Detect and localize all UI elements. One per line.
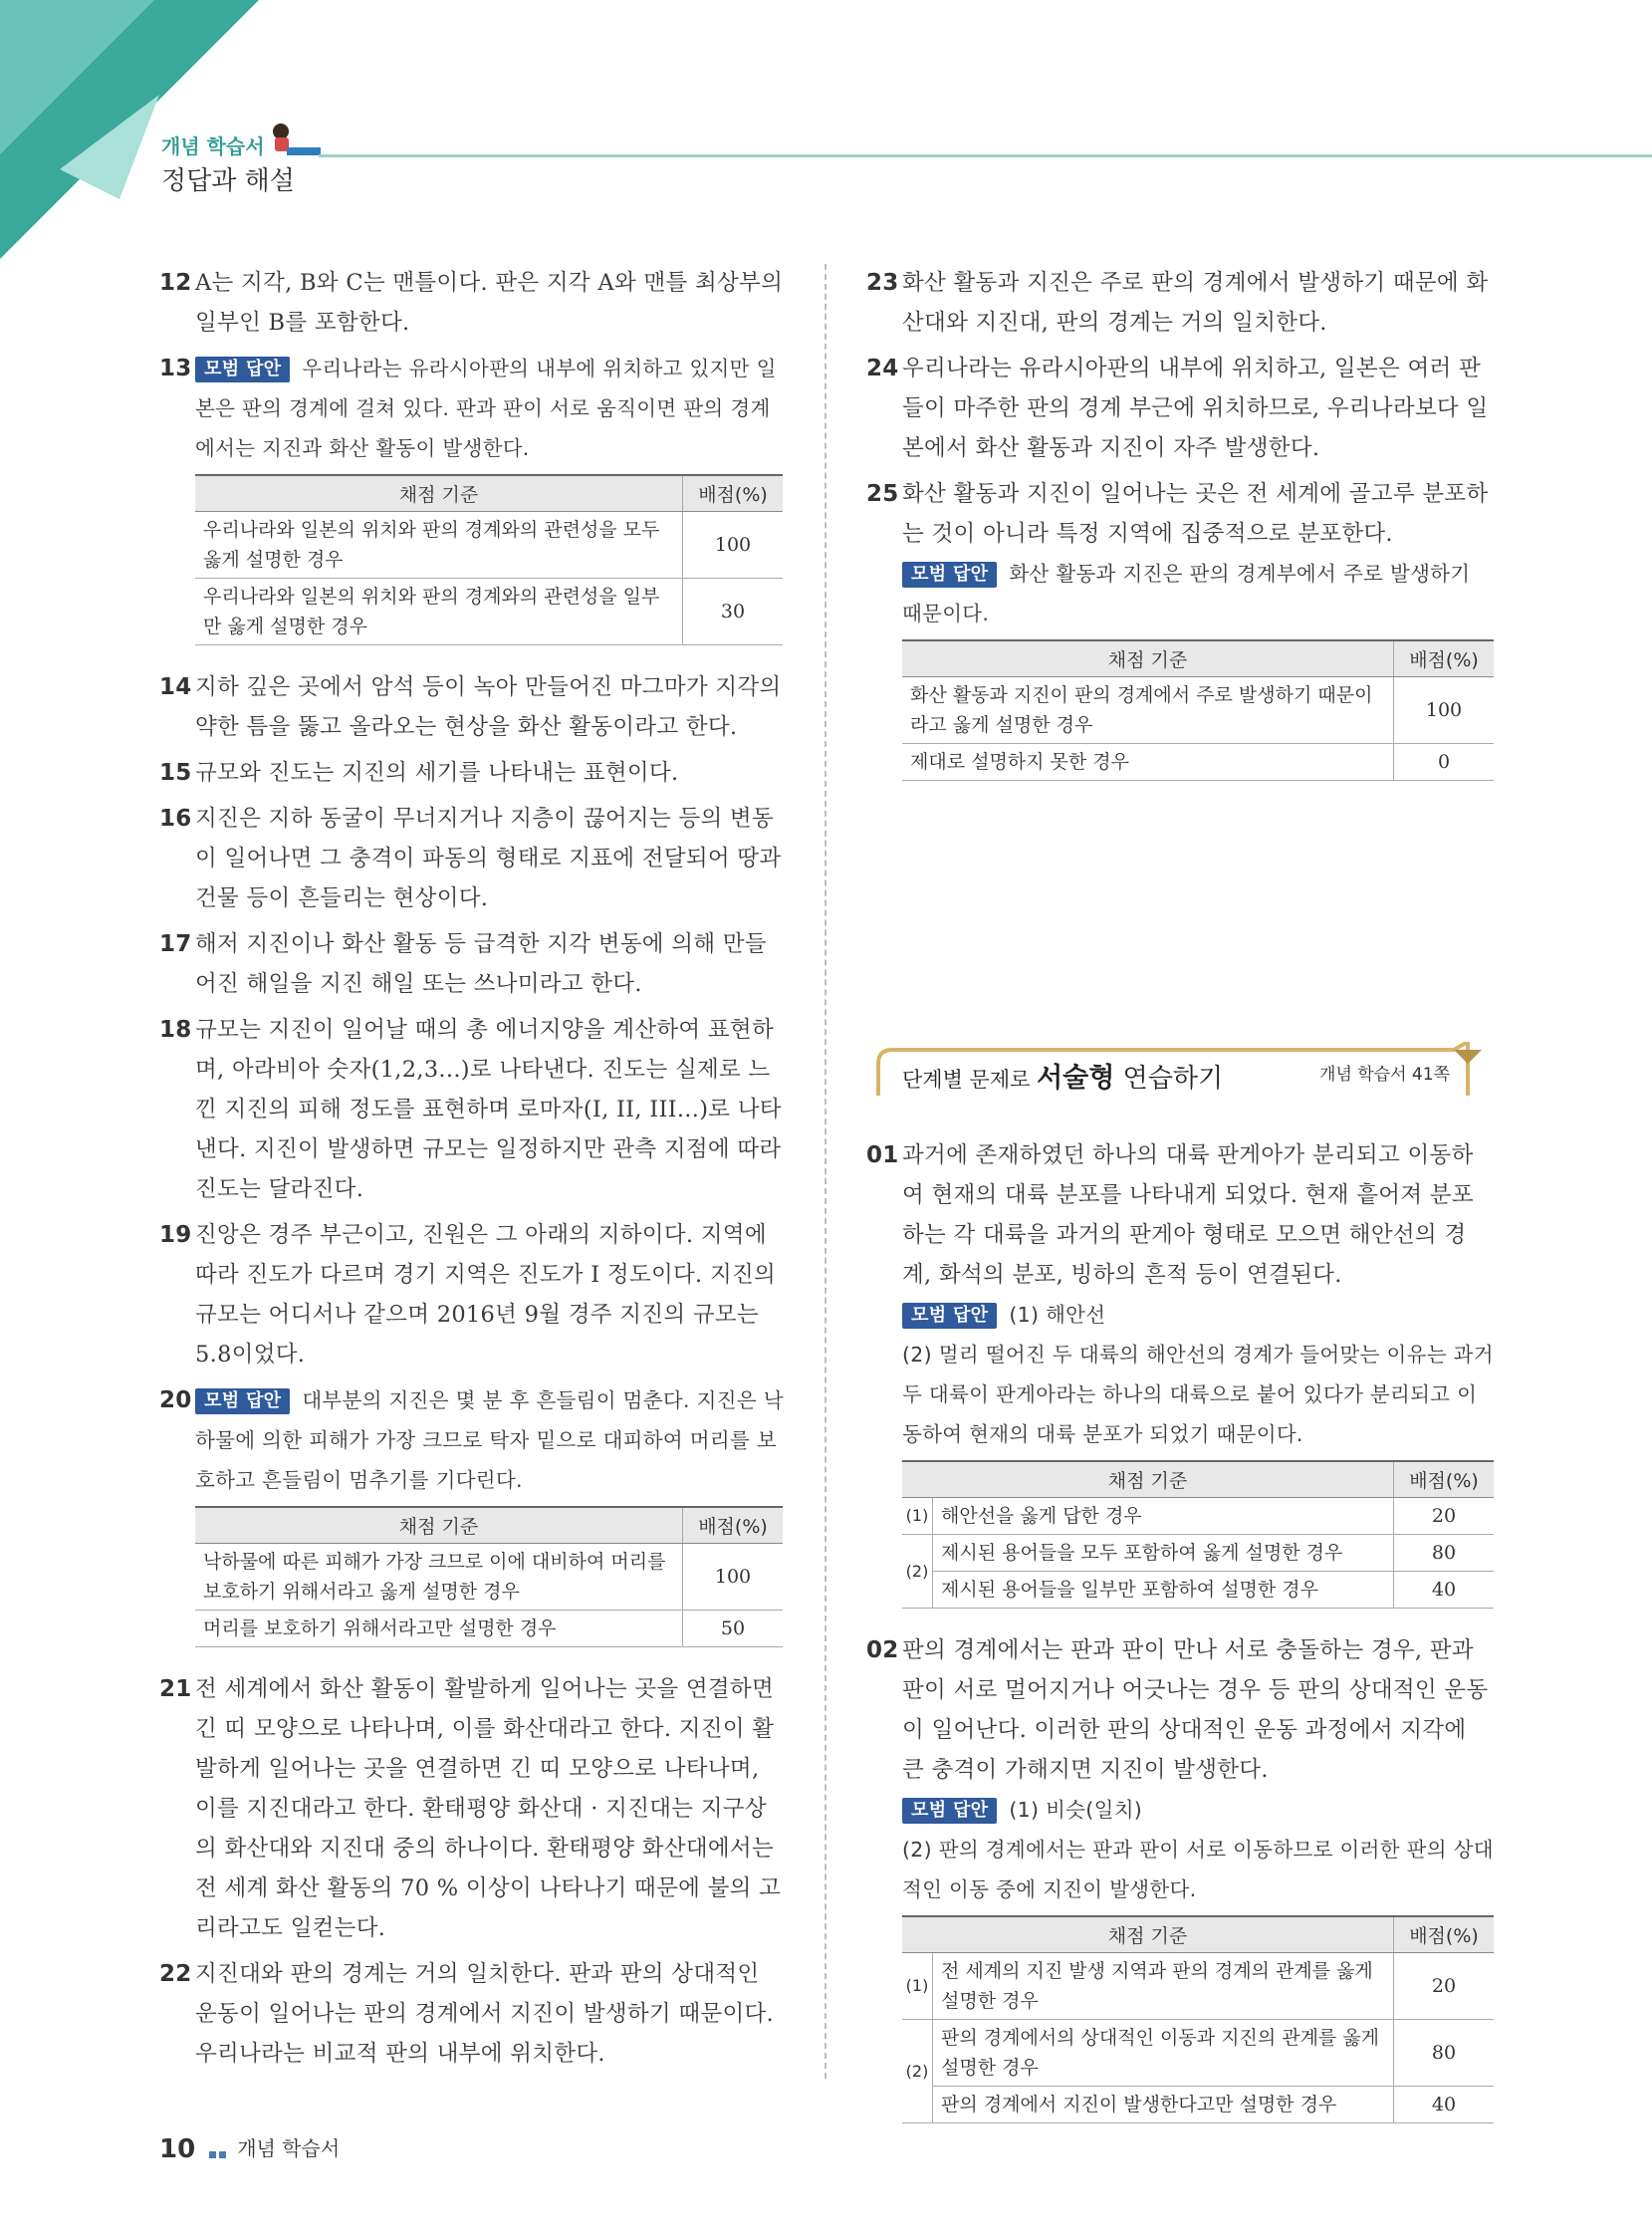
answer-item-23: 23 화산 활동과 지진은 주로 판의 경계에서 발생하기 때문에 화산대와 지진대, 판의 경계는 거의 일치한다. [866, 270, 1489, 336]
practice-item-01: 01 과거에 존재하였던 하나의 대륙 판게아가 분리되고 이동하여 현재의 대륙 분포를 나타내게 되었다. 현재 흩어져 분포하는 각 대륙을 과거의 판게아 형태로 모으면 해안선의 경계, 화석의 분포, 빙하의 흔적 등이 연결된다. 모범 답안 (1) 해안선 (2) 멀리 떨어진 두 대륙의 해안선의 경계가 들어맞는 이유는 과거 두 대륙이 판게아라는 하나의 대륙으로 붙어 있다가 분리되고 이동하여 현재의 대륙 분포가 되었기 때문이다. [866, 1142, 1494, 1446]
footer-dots [209, 2135, 229, 2165]
corner-decoration [0, 0, 259, 259]
answer-item-13: 13 모범 답안 우리나라는 유라시아판의 내부에 위치하고 있지만 일본은 판의 경계에 걸쳐 있다. 판과 판이 서로 움직이면 판의 경계에서는 지진과 화산 활동이 발생한다. [159, 356, 777, 460]
answer-item-12: 12 A는 지각, B와 C는 맨틀이다. 판은 지각 A와 맨틀 최상부의 일부인 B를 포함한다. [159, 270, 784, 336]
model-answer-badge: 모범 답안 [902, 1303, 997, 1329]
answer-item-14: 14 지하 깊은 곳에서 암석 등이 녹아 만들어진 마그마가 지각의 약한 틈을 뚫고 올라오는 현상을 화산 활동이라고 한다. [159, 674, 782, 740]
student-illustration [261, 120, 321, 159]
page-title: 정답과 해설 [161, 166, 295, 196]
model-answer-badge: 모범 답안 [902, 562, 997, 588]
answer-item-25: 25 화산 활동과 지진이 일어나는 곳은 전 세계에 골고루 분포하는 것이 아니라 특정 지역에 집중적으로 분포한다. 모범 답안 화산 활동과 지진은 판의 경계부에서 주로 발생하기 때문이다. [866, 481, 1489, 625]
page-footer [159, 2132, 340, 2165]
model-answer-badge: 모범 답안 [902, 1798, 997, 1824]
column-divider [825, 264, 826, 2079]
answer-item-24: 24 우리나라는 유라시아판의 내부에 위치하고, 일본은 여러 판들이 마주한 판의 경계 부근에 위치하므로, 우리나라보다 일본에서 화산 활동과 지진이 자주 발생한다. [866, 356, 1489, 461]
left-column [159, 263, 787, 2080]
header-rule [319, 154, 1652, 157]
model-answer-badge: 모범 답안 [195, 357, 290, 382]
answer-item-19: 19 진앙은 경주 부근이고, 진원은 그 아래의 지하이다. 지역에 따라 진도가 다르며 경기 지역은 진도가 I 정도이다. 지진의 규모는 어디서나 같으며 2016년 9월 경주 지진의 규모는 5.8이었다. [159, 1222, 777, 1368]
answer-item-22: 22 지진대와 판의 경계는 거의 일치한다. 판과 판의 상대적인 운동이 일어나는 판의 경계에서 지진이 발생하기 때문이다. 우리나라는 비교적 판의 내부에 위치한다. [159, 1961, 775, 2067]
scoring-table-01: 채점 기준 배점(%) (1) 해안선을 옳게 답한 경우 20 (2) 제시된 용어들을 모두 포함하여 옳게 설명한 경우 80 제시된 용어들을 일부만 포함하여 설명한 경우 40 [902, 1460, 1494, 1609]
answer-item-18: 18 규모는 지진이 일어날 때의 총 에너지양을 계산하여 표현하며, 아라비아 숫자(1,2,3...)로 나타낸다. 진도는 실제로 느낀 지진의 피해 정도를 표현하며 로마자(I, II, III...)로 나타낸다. 지진이 발생하면 규모는 일정하지만 관측 지점에 따라 진도는 달라진다. [159, 1017, 782, 1202]
scoring-table-13: 채점 기준 배점(%) 우리나라와 일본의 위치와 판의 경계와의 관련성을 모두 옳게 설명한 경우 100 우리나라와 일본의 위치와 판의 경계와의 관련성을 일부만 옳게 설명한 경우 30 [195, 474, 783, 645]
scoring-table-02: 채점 기준 배점(%) (1) 전 세계의 지진 발생 지역과 판의 경계의 관계를 옳게 설명한 경우 20 (2) 판의 경계에서의 상대적인 이동과 지진의 관계를 옳게 설명한 경우 80 판의 경계에서 지진이 발생한다고만 설명한 경우 40 [902, 1915, 1494, 2123]
answer-item-20: 20 모범 답안 대부분의 지진은 몇 분 후 흔들림이 멈춘다. 지진은 낙하물에 의한 피해가 가장 크므로 탁자 밑으로 대피하여 머리를 보호하고 흔들림이 멈추기를 기다린다. [159, 1387, 784, 1492]
section-header: 단계별 문제로 서술형 연습하기 개념 학습서 41쪽 [866, 1042, 1494, 1098]
answer-item-15: 15 규모와 진도는 지진의 세기를 나타내는 표현이다. [159, 760, 679, 786]
practice-item-02: 02 판의 경계에서는 판과 판이 만나 서로 충돌하는 경우, 판과 판이 서로 멀어지거나 어긋나는 경우 등 판의 상대적인 운동이 일어난다. 이러한 판의 상대적인 운동 과정에서 지각에 큰 충격이 가해지면 지진이 발생한다. 모범 답안 (1) 비슷(일치) (2) 판의 경계에서는 판과 판이 서로 이동하므로 이러한 판의 상대적인 이동 중에 지진이 발생한다. [866, 1637, 1494, 1901]
scoring-table-20: 채점 기준 배점(%) 낙하물에 따른 피해가 가장 크므로 이에 대비하여 머리를 보호하기 위해서라고 옳게 설명한 경우 100 머리를 보호하기 위해서라고만 설명한 경우 50 [195, 1506, 783, 1647]
answer-item-16: 16 지진은 지하 동굴이 무너지거나 지층이 끊어지는 등의 변동이 일어나면 그 충격이 파동의 형태로 지표에 전달되어 땅과 건물 등이 흔들리는 현상이다. [159, 806, 782, 911]
model-answer-badge: 모범 답안 [195, 1388, 290, 1414]
page-number: 10 [159, 2134, 196, 2164]
right-column [866, 263, 1494, 2145]
scoring-table-25: 채점 기준 배점(%) 화산 활동과 지진이 판의 경계에서 주로 발생하기 때문이라고 옳게 설명한 경우 100 제대로 설명하지 못한 경우 0 [902, 639, 1494, 781]
answer-item-21: 21 전 세계에서 화산 활동이 활발하게 일어나는 곳을 연결하면 긴 띠 모양으로 나타나며, 이를 화산대라고 한다. 지진이 활발하게 일어나는 곳을 연결하면 긴 띠 모양으로 나타나며, 이를 지진대라고 한다. 환태평양 화산대 · 지진대는 지구상의 화산대와 지진대 중의 하나이다. 환태평양 화산대에서는 전 세계 화산 활동의 70 % 이상이 나타나기 때문에 불의 고리라고도 일컫는다. [159, 1676, 782, 1941]
book-label: 개념 학습서 [161, 134, 265, 158]
footer-label: 개념 학습서 [237, 2136, 341, 2160]
answer-item-17: 17 해저 지진이나 화산 활동 등 급격한 지각 변동에 의해 만들어진 해일을 지진 해일 또는 쓰나미라고 한다. [159, 931, 767, 997]
page-reference: 개념 학습서 41쪽 [1319, 1065, 1450, 1085]
